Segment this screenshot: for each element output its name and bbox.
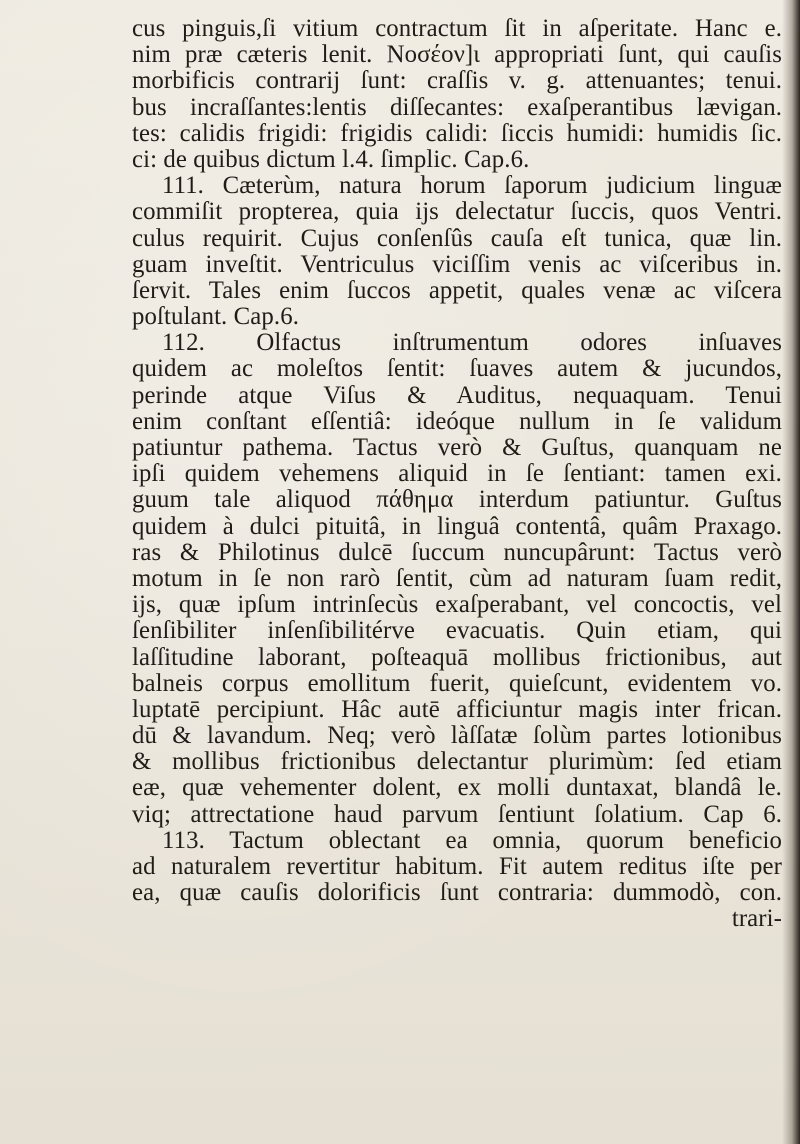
text-line: ad naturalem revertitur habitum. Fit autem reditus iſte per: [132, 854, 782, 880]
text-line: enim conſtant eſſentiâ: ideóque nullum in ſe validum: [132, 408, 782, 435]
text-line: guam inveſtit. Ventriculus viciſſim venis ac viſceribus in.: [132, 251, 782, 278]
text-line: dū & lavandum. Neq; verò làſſatæ ſolùm partes lotionibus: [132, 723, 782, 750]
text-line: motum in ſe non rarò ſentit, cùm ad naturam ſuam redit,: [132, 565, 782, 592]
text-line: ipſi quidem vehemens aliquid in ſe ſentiant: tamen exi.: [132, 461, 782, 488]
text-line: ſervit. Tales enim ſuccos appetit, quales venæ ac viſcera: [132, 277, 782, 304]
text-line: patiuntur pathema. Tactus verò & Guſtus, quanquam ne: [132, 435, 782, 461]
text-line: ci: de quibus dictum l.4. ſimplic. Cap.6.: [132, 146, 530, 173]
text-line: eæ, quæ vehementer dolent, ex molli duntaxat, blandâ le.: [132, 775, 782, 802]
text-line: ſenſibiliter inſenſibilitérve evacuatis. Quin etiam, qui: [132, 618, 782, 645]
text-line: ea, quæ cauſis dolorificis ſunt contraria: dummodò, con.: [132, 880, 782, 907]
text-line: quidem ac moleſtos ſentit: ſuaves autem & jucundos,: [132, 356, 782, 383]
text-line: ijs, quæ ipſum intrinſecùs exaſperabant, vel concoctis, vel: [132, 592, 782, 619]
text-line: poſtulant. Cap.6.: [132, 304, 299, 331]
text-line: luptatē percipiunt. Hâc autē afficiuntur magis inter frican.: [132, 696, 782, 723]
paragraph-113-start: 113. Tactum oblectant ea omnia, quorum beneficio: [162, 827, 782, 854]
text-line: & mollibus frictionibus delectantur plurimùm: ſed etiam: [132, 749, 782, 776]
paragraph-112-start: 112. Olfactus inſtrumentum odores inſuaves: [162, 330, 782, 357]
page-edge-shadow: [782, 0, 800, 1144]
text-line: guum tale aliquod πάθημα interdum patiuntur. Guſtus: [132, 487, 782, 514]
text-line: viq; attrectatione haud parvum ſentiunt ſolatium. Cap 6.: [132, 801, 782, 828]
text-line: tes: calidis frigidi: frigidis calidi: ſiccis humidi: humidis ſic.: [132, 120, 782, 147]
text-line: cus pinguis,ſi vitium contractum ſit in aſperitate. Hanc e.: [132, 16, 782, 42]
text-line: nim præ cæteris lenit. Νοσέον]ι appropriati ſunt, qui cauſis: [132, 42, 782, 69]
text-line: morbificis contrarij ſunt: craſſis v. g. attenuantes; tenui.: [132, 68, 782, 95]
page-text-block: [132, 16, 782, 1131]
text-line: commiſit propterea, quia ijs delectatur ſuccis, quos Ventri.: [132, 199, 782, 226]
text-line: bus incraſſantes:lentis diſſecantes: exaſperantibus lævigan.: [132, 94, 782, 121]
text-line: perinde atque Viſus & Auditus, nequaquam. Tenui: [132, 382, 782, 409]
text-line: culus requirit. Cujus conſenſûs cauſa eſt tunica, quæ lin.: [132, 225, 782, 252]
text-line: laſſitudine laborant, poſteaquā mollibus frictionibus, aut: [132, 644, 782, 671]
paragraph-111-start: 111. Cæterùm, natura horum ſaporum judicium linguæ: [162, 173, 782, 200]
text-line: ras & Philotinus dulcē ſuccum nuncupârunt: Tactus verò: [132, 539, 782, 566]
text-line: quidem à dulci pituitâ, in linguâ contentâ, quâm Praxago.: [132, 513, 782, 540]
text-line: balneis corpus emollitum fuerit, quieſcunt, evidentem vo.: [132, 670, 782, 697]
catchword: trari-: [731, 906, 782, 933]
